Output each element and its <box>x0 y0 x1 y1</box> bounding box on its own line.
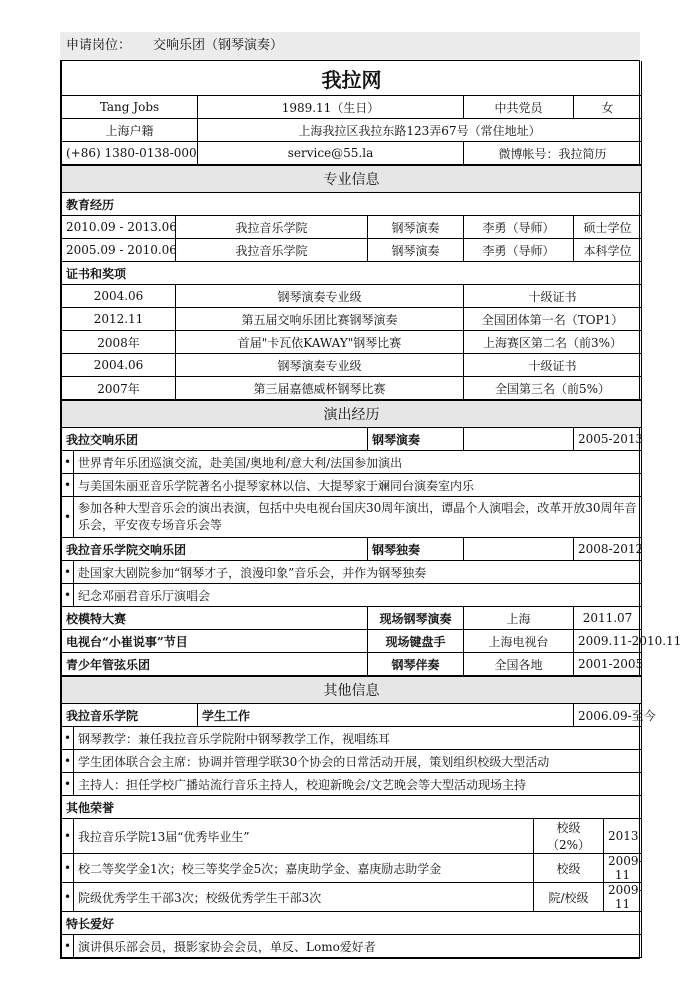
perf-event: 青少年管弦乐团 <box>62 653 368 677</box>
perf-item: 纪念邓丽君音乐厅演唱会 <box>74 584 642 607</box>
edu-date: 2005.09 - 2010.06 <box>62 239 176 262</box>
honor-level: 校级 <box>534 854 604 883</box>
award-result: 十级证书 <box>464 354 642 377</box>
award-date: 2004.06 <box>62 354 176 377</box>
profile-hukou: 上海户籍 <box>62 119 198 142</box>
perf-place: 全国各地 <box>464 653 574 677</box>
perf-role: 现场钢琴演奏 <box>368 607 464 630</box>
profile-birth: 1989.11（生日） <box>198 96 464 119</box>
bullet-icon: • <box>62 819 74 854</box>
school-item: 主持人：担任学校广播站流行音乐主持人，校迎新晚会/文艺晚会等大型活动现场主持 <box>74 773 642 796</box>
award-name: 第五届交响乐团比赛钢琴演奏 <box>176 308 464 331</box>
award-row <box>62 377 642 401</box>
perf-role: 钢琴伴奏 <box>368 653 464 677</box>
honor-level: 校级（2%） <box>534 819 604 854</box>
resume-sheet <box>60 60 682 959</box>
perf-role: 钢琴独奏 <box>368 538 464 561</box>
perf-date: 2011.07 <box>574 607 642 630</box>
apply-value: 交响乐团（钢琴演奏） <box>153 38 284 53</box>
edu-advisor: 李勇（导师） <box>464 216 574 239</box>
perf-empty <box>464 538 574 561</box>
award-result: 全国第三名（前5%） <box>464 377 642 401</box>
perf-row <box>62 607 642 630</box>
perf-event: 电视台“小崔说事”节目 <box>62 630 368 653</box>
bullet-icon: • <box>62 474 74 497</box>
section-professional: 专业信息 <box>62 165 642 193</box>
bullet-icon: • <box>62 773 74 796</box>
award-row <box>62 331 642 354</box>
honor-level: 院/校级 <box>534 883 604 912</box>
education-row <box>62 239 642 262</box>
bullet-icon: • <box>62 935 74 958</box>
school-item: 钢琴教学：兼任我拉音乐学院附中钢琴教学工作，视唱练耳 <box>74 727 642 750</box>
edu-school: 我拉音乐学院 <box>176 239 368 262</box>
perf-date: 2005-2013 <box>574 428 642 451</box>
school-date: 2006.09-至今 <box>574 704 642 727</box>
perf-event: 校模特大赛 <box>62 607 368 630</box>
bullet-icon: • <box>62 497 74 538</box>
edu-major: 钢琴演奏 <box>368 216 464 239</box>
profile-address: 上海我拉区我拉东路123弄67号（常住地址） <box>198 119 642 142</box>
honor-name: 我拉音乐学院13届“优秀毕业生” <box>74 819 534 854</box>
perf-row <box>62 653 642 677</box>
perf-role: 钢琴演奏 <box>368 428 464 451</box>
profile-phone: (+86) 1380-0138-000 <box>62 142 198 166</box>
profile-gender: 女 <box>574 96 642 119</box>
perf-date: 2008-2012 <box>574 538 642 561</box>
section-other: 其他信息 <box>62 676 642 704</box>
edu-major: 钢琴演奏 <box>368 239 464 262</box>
bullet-icon: • <box>62 727 74 750</box>
education-heading: 教育经历 <box>62 193 642 216</box>
award-name: 首届"卡瓦依KAWAY"钢琴比赛 <box>176 331 464 354</box>
education-row <box>62 216 642 239</box>
award-name: 钢琴演奏专业级 <box>176 285 464 308</box>
perf-item: 参加各种大型音乐会的演出表演，包括中央电视台国庆30周年演出，谭晶个人演唱会，改革开放30周年音乐会，平安夜专场音乐会等 <box>74 497 642 538</box>
bullet-icon: • <box>62 584 74 607</box>
perf-org: 我拉音乐学院交响乐团 <box>62 538 368 561</box>
perf-place: 上海电视台 <box>464 630 574 653</box>
perf-date: 2001-2005 <box>574 653 642 677</box>
honor-date: 2009-11 <box>604 883 642 912</box>
award-result: 全国团体第一名（TOP1） <box>464 308 642 331</box>
apply-label: 申请岗位： <box>66 38 132 53</box>
honor-date: 2013 <box>604 819 642 854</box>
edu-advisor: 李勇（导师） <box>464 239 574 262</box>
honor-date: 2009-11 <box>604 854 642 883</box>
edu-degree: 本科学位 <box>574 239 642 262</box>
bullet-icon: • <box>62 883 74 912</box>
perf-row <box>62 630 642 653</box>
profile-weibo: 微博帐号：我拉简历 <box>464 142 642 166</box>
award-date: 2012.11 <box>62 308 176 331</box>
bullet-icon: • <box>62 854 74 883</box>
perf-date: 2009.11-2010.11 <box>574 630 642 653</box>
profile-email: service@55.la <box>198 142 464 166</box>
award-row <box>62 308 642 331</box>
edu-date: 2010.09 - 2013.06 <box>62 216 176 239</box>
perf-item: 世界青年乐团巡演交流，赴美国/奥地利/意大利/法国参加演出 <box>74 451 642 474</box>
award-row <box>62 354 642 377</box>
honor-row <box>62 819 642 854</box>
hobby-item: 演讲俱乐部会员，摄影家协会会员，单反、Lomo爱好者 <box>74 935 642 958</box>
award-name: 钢琴演奏专业级 <box>176 354 464 377</box>
edu-degree: 硕士学位 <box>574 216 642 239</box>
honor-name: 院级优秀学生干部3次；校级优秀学生干部3次 <box>74 883 534 912</box>
bullet-icon: • <box>62 561 74 584</box>
perf-role: 现场键盘手 <box>368 630 464 653</box>
apply-position-bar <box>60 32 640 60</box>
resume-table <box>61 61 682 958</box>
site-title: 我拉网 <box>62 61 642 96</box>
profile-party: 中共党员 <box>464 96 574 119</box>
profile-name: Tang Jobs <box>62 96 198 119</box>
award-result: 上海赛区第二名（前3%） <box>464 331 642 354</box>
bullet-icon: • <box>62 750 74 773</box>
section-performance: 演出经历 <box>62 400 642 428</box>
school-item: 学生团体联合会主席：协调并管理学联30个协会的日常活动开展，策划组织校级大型活动 <box>74 750 642 773</box>
award-result: 十级证书 <box>464 285 642 308</box>
perf-empty <box>464 428 574 451</box>
school-org: 我拉音乐学院 <box>62 704 198 727</box>
edu-school: 我拉音乐学院 <box>176 216 368 239</box>
bullet-icon: • <box>62 451 74 474</box>
honor-row <box>62 883 642 912</box>
honor-row <box>62 854 642 883</box>
honors-heading: 其他荣誉 <box>62 796 642 819</box>
award-date: 2008年 <box>62 331 176 354</box>
honor-name: 校二等奖学金1次；校三等奖学金5次；嘉庚助学金、嘉庚励志助学金 <box>74 854 534 883</box>
perf-item: 赴国家大剧院参加“钢琴才子，浪漫印象”音乐会，并作为钢琴独奏 <box>74 561 642 584</box>
hobby-heading: 特长爱好 <box>62 912 642 935</box>
award-row <box>62 285 642 308</box>
perf-place: 上海 <box>464 607 574 630</box>
perf-item: 与美国朱丽亚音乐学院著名小提琴家林以信、大提琴家于斓同台演奏室内乐 <box>74 474 642 497</box>
awards-heading: 证书和奖项 <box>62 262 642 285</box>
school-role: 学生工作 <box>198 704 574 727</box>
award-date: 2004.06 <box>62 285 176 308</box>
perf-org: 我拉交响乐团 <box>62 428 368 451</box>
award-date: 2007年 <box>62 377 176 401</box>
award-name: 第三届嘉德威杯钢琴比赛 <box>176 377 464 401</box>
